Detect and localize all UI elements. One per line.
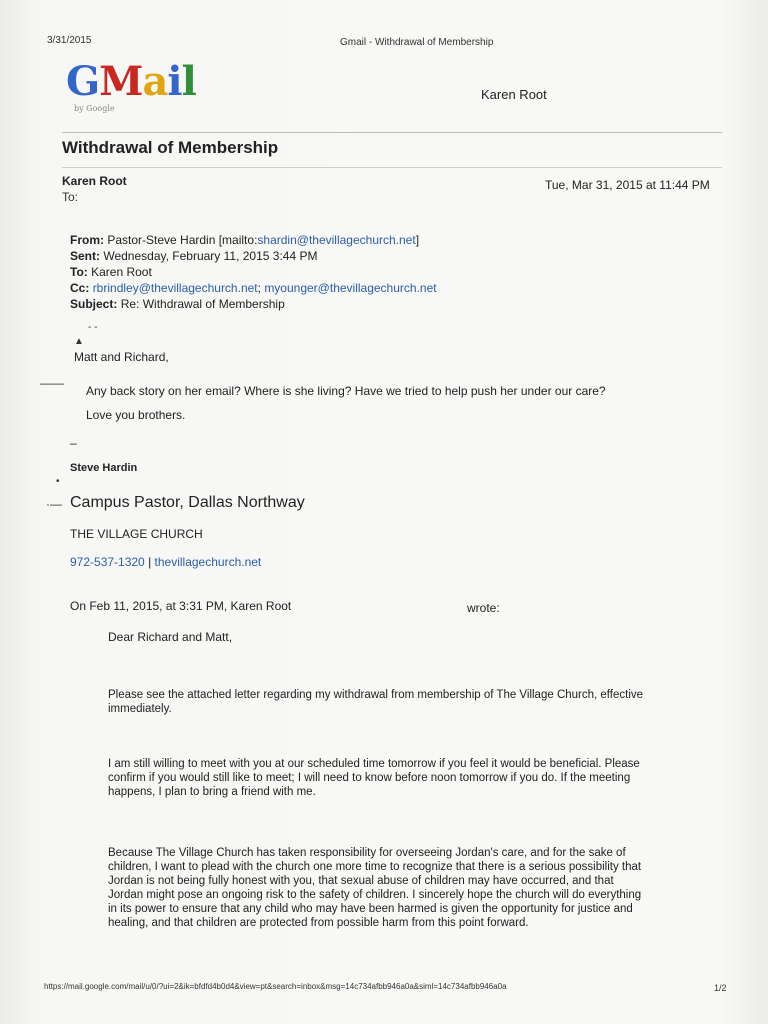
recipient-label: To: [62, 190, 79, 204]
reply-line: Any back story on her email? Where is she living? Have we tried to help push her under our care? [86, 384, 606, 398]
quote-greeting: Dear Richard and Matt, [108, 630, 233, 644]
scan-mark: • [56, 476, 60, 487]
from-label: From: [70, 233, 104, 247]
print-footer-url: https://mail.google.com/mail/u/0/?ui=2&ik=bfdfd4b0d4&view=pt&search=inbox&msg=14c734afbb946a0a&siml=14c734afbb946a0a [44, 982, 507, 991]
header-divider [62, 132, 722, 133]
quote-intro: On Feb 11, 2015, at 3:31 PM, Karen Root [70, 599, 292, 613]
scan-mark: ▲ [74, 336, 84, 347]
signature-role: Campus Pastor, Dallas Northway [70, 494, 305, 511]
scan-mark: ·— [46, 497, 62, 511]
cc-label: Cc: [70, 281, 90, 295]
email-date: Tue, Mar 31, 2015 at 11:44 PM [545, 178, 710, 192]
from-value: Pastor-Steve Hardin [mailto: [107, 233, 258, 247]
print-page-number: 1/2 [714, 983, 727, 993]
email-subject: Withdrawal of Membership [62, 138, 279, 157]
subject-label: Subject: [70, 297, 118, 311]
to-label: To: [70, 265, 88, 279]
reply-greeting: Matt and Richard, [74, 350, 169, 364]
website-link[interactable]: thevillagechurch.net [154, 555, 262, 569]
logo-subtitle: by Google [74, 104, 115, 113]
sent-value: Wednesday, February 11, 2015 3:44 PM [103, 249, 318, 263]
account-name: Karen Root [481, 87, 547, 102]
signature-name: Steve Hardin [70, 462, 138, 474]
cc-email-link[interactable]: rbrindley@thevillagechurch.net [92, 281, 258, 295]
scan-mark: —— [40, 376, 64, 390]
subject-divider [62, 167, 722, 168]
sender-name: Karen Root [62, 174, 127, 188]
forwarded-header: From: Pastor-Steve Hardin [mailto:shardin@thevillagechurch.net] Sent: Wednesday, February 11, 2015 3:44 PM To: Karen Root Cc: rbrindley@thevillagechurch.net; myounger@thevillagechurch.net Subject: Re: Withdrawal of Membership [70, 233, 437, 311]
from-email-link[interactable]: shardin@thevillagechurch.net [257, 233, 416, 247]
scan-mark: - - [88, 322, 98, 333]
signature-dash: – [70, 436, 77, 450]
signature-contact: 972-537-1320 | thevillagechurch.net [70, 555, 262, 569]
print-title: Gmail - Withdrawal of Membership [340, 37, 494, 48]
quote-paragraph: Please see the attached letter regarding my withdrawal from membership of The Village Church, effective immediately. [108, 689, 644, 715]
to-value: Karen Root [91, 265, 152, 279]
cc-email-link[interactable]: myounger@thevillagechurch.net [264, 281, 437, 295]
signature-org: THE VILLAGE CHURCH [70, 527, 203, 541]
subject-value: Re: Withdrawal of Membership [120, 297, 285, 311]
quote-paragraph: Because The Village Church has taken responsibility for overseeing Jordan's care, and for the sake of children, I want to plead with the church one more time to recognize that there is a serious possibility that Jordan is not being fully honest with you, that sexual abuse of children may have occurred, and that Jordan might pose an ongoing risk to the safety of children. I sincerely hope the church will do everything in its power to ensure that any child who may have been harmed is given the opportunity for justice and healing, and that children are protected from possible harm from this point forward. [108, 847, 642, 929]
sent-label: Sent: [70, 249, 100, 263]
print-date: 3/31/2015 [47, 35, 92, 46]
reply-line: Love you brothers. [86, 408, 186, 422]
quote-paragraph: I am still willing to meet with you at our scheduled time tomorrow if you feel it would be beneficial. Please confirm if you would still like to meet; I will need to know before noon tomorrow if you do. If the meeting happens, I plan to bring a friend with me. [108, 758, 640, 798]
phone-link[interactable]: 972-537-1320 [70, 555, 145, 569]
quote-wrote: wrote: [467, 601, 500, 615]
gmail-logo: GMail by Google [66, 58, 196, 113]
